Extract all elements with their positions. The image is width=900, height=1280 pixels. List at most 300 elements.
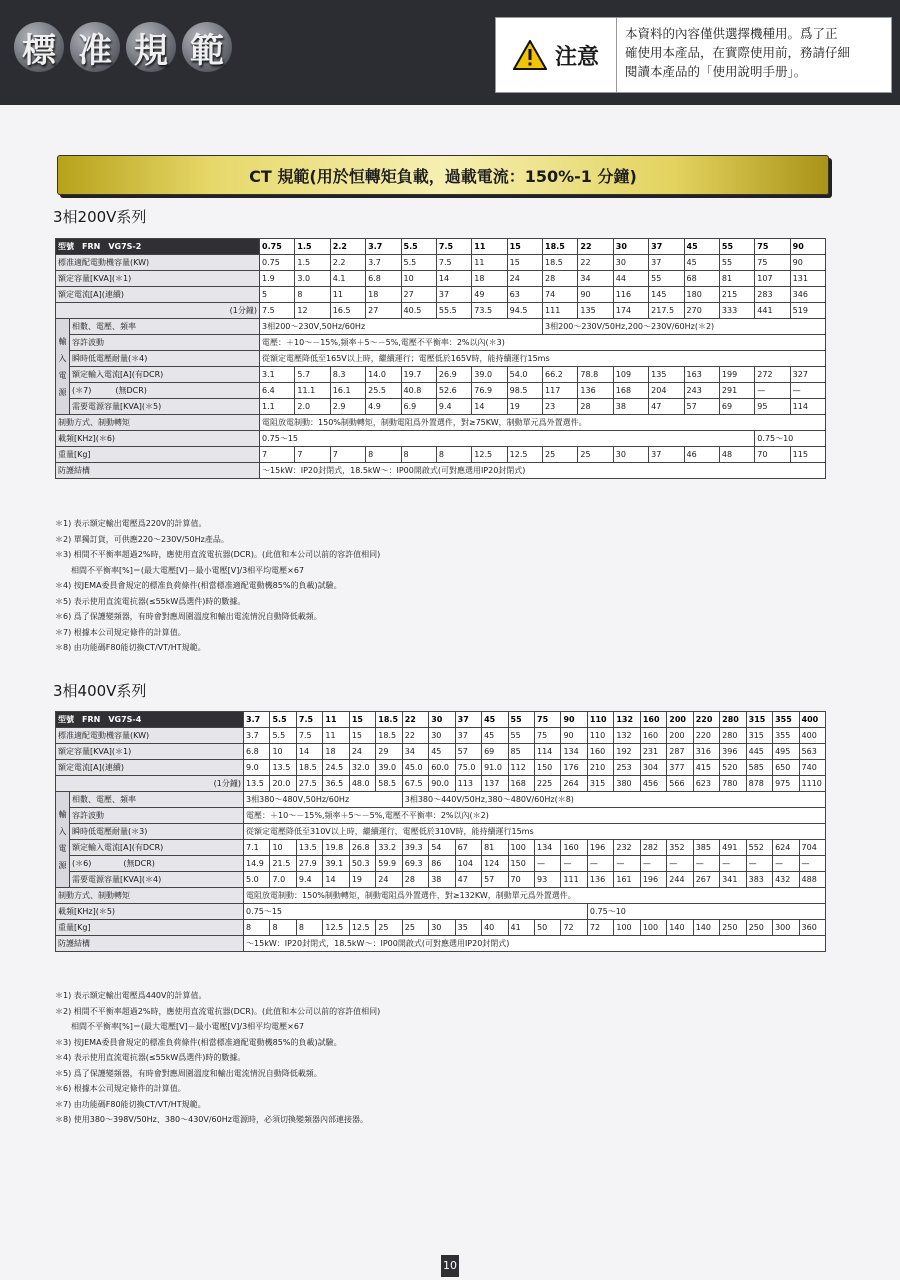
value-cell: 54 <box>429 840 455 856</box>
value-cell: 140 <box>693 920 719 936</box>
table-row <box>56 824 826 840</box>
value-cell: 132 <box>614 728 640 744</box>
footnote: ＊7) 根據本公司規定條件的計算值。 <box>55 627 186 637</box>
value-cell: 40 <box>482 920 508 936</box>
value-cell: 76.9 <box>472 383 507 399</box>
value-cell: 280 <box>720 728 746 744</box>
value-cell: 250 <box>720 920 746 936</box>
value-cell: 192 <box>614 744 640 760</box>
table-row <box>56 271 826 287</box>
value-cell: 14 <box>436 271 471 287</box>
table-row <box>56 351 826 367</box>
value-cell: 18 <box>366 287 401 303</box>
value-cell: 12 <box>295 303 330 319</box>
value-cell: 47 <box>649 399 684 415</box>
model-cell: 280 <box>720 712 746 728</box>
value-cell: 45.0 <box>402 760 428 776</box>
value-cell: 50 <box>535 920 561 936</box>
row-label: 制動方式、制動轉矩 <box>56 888 244 904</box>
model-cell: 315 <box>746 712 772 728</box>
value-cell: — <box>614 856 640 872</box>
value-cell: 145 <box>649 287 684 303</box>
value-cell: 176 <box>561 760 587 776</box>
value-cell: 94.5 <box>507 303 542 319</box>
value-cell: 3.1 <box>260 367 295 383</box>
text-cell: 從額定電壓降低至165V以上時，繼續運行；電壓低於165V時，能持續運行15ms <box>260 351 826 367</box>
text-cell: 從額定電壓降低至310V以上時，繼續運行，電壓低於310V時，能持續運行15ms <box>244 824 826 840</box>
model-cell: 90 <box>561 712 587 728</box>
value-cell: 75 <box>755 255 790 271</box>
value-cell: 15 <box>507 255 542 271</box>
value-cell: 18.5 <box>296 760 322 776</box>
text-cell: 3相200〜230V/50Hz,200〜230V/60Hz(＊2) <box>543 319 826 335</box>
model-cell: 200 <box>667 712 693 728</box>
value-cell: 1.1 <box>260 399 295 415</box>
value-cell: 7.0 <box>270 872 296 888</box>
value-cell: 91.0 <box>482 760 508 776</box>
footnote: ＊6) 爲了保護變頻器，有時會對應周圍溫度和輸出電流情況自動降低載頻。 <box>55 612 322 621</box>
value-cell: 18.5 <box>376 728 402 744</box>
value-cell: — <box>773 856 799 872</box>
table-row <box>56 383 826 399</box>
value-cell: 72 <box>587 920 613 936</box>
title-char: 規 <box>126 22 176 72</box>
value-cell: 25 <box>543 447 578 463</box>
row-label: 防護結構 <box>56 463 260 479</box>
value-cell: 18.5 <box>543 255 578 271</box>
value-cell: 90 <box>578 287 613 303</box>
row-label: 標准適配電動機容量(KW) <box>56 728 244 744</box>
model-cell: 132 <box>614 712 640 728</box>
text-cell: 3相380〜440V/50Hz,380〜480V/60Hz(＊8) <box>402 792 825 808</box>
value-cell: 1.9 <box>260 271 295 287</box>
value-cell: 104 <box>455 856 481 872</box>
value-cell: 81 <box>482 840 508 856</box>
table-row <box>56 792 826 808</box>
value-cell: 45 <box>684 255 719 271</box>
value-cell: 110 <box>587 728 613 744</box>
value-cell: 50.3 <box>349 856 375 872</box>
value-cell: 38 <box>613 399 648 415</box>
row-label: 額定輸入電流[A](有DCR) <box>70 367 260 383</box>
model-cell: 15 <box>507 239 542 255</box>
value-cell: 57 <box>455 744 481 760</box>
row-label: 額定電流[A](連續) <box>56 287 260 303</box>
value-cell: 315 <box>746 728 772 744</box>
value-cell: 174 <box>613 303 648 319</box>
value-cell: — <box>720 856 746 872</box>
table-row <box>56 287 826 303</box>
value-cell: 10 <box>401 271 436 287</box>
value-cell: 38 <box>429 872 455 888</box>
value-cell: 244 <box>667 872 693 888</box>
model-label: 型號 FRN VG7S-2 <box>56 239 260 255</box>
value-cell: 22 <box>402 728 428 744</box>
value-cell: 90 <box>790 255 825 271</box>
value-cell: 287 <box>667 744 693 760</box>
table-row <box>56 856 826 872</box>
value-cell: 780 <box>720 776 746 792</box>
value-cell: — <box>693 856 719 872</box>
value-cell: 37 <box>455 728 481 744</box>
text-cell: 電阻放電制動：150%制動轉矩，制動電阻爲外置選件，對≥75KW，制動單元爲外置選件。 <box>260 415 826 431</box>
value-cell: 4.1 <box>330 271 365 287</box>
value-cell: 243 <box>684 383 719 399</box>
value-cell: 67.5 <box>402 776 428 792</box>
section-banner: CT 規範(用於恒轉矩負載，過載電流：150%-1 分鐘) <box>57 155 829 195</box>
text-cell: 〜15kW：IP20封閉式，18.5kW〜：IP00開啟式(可對應選用IP20封閉式) <box>244 936 826 952</box>
model-cell: 55 <box>719 239 754 255</box>
value-cell: 491 <box>720 840 746 856</box>
value-cell: 20.0 <box>270 776 296 792</box>
header-title <box>14 22 232 72</box>
table-row <box>56 920 826 936</box>
title-char: 範 <box>182 22 232 72</box>
value-cell: 624 <box>773 840 799 856</box>
value-cell: 217.5 <box>649 303 684 319</box>
value-cell: 93 <box>535 872 561 888</box>
value-cell: 95 <box>755 399 790 415</box>
model-cell: 220 <box>693 712 719 728</box>
value-cell: 7.5 <box>296 728 322 744</box>
value-cell: 78.8 <box>578 367 613 383</box>
table-row <box>56 888 826 904</box>
value-cell: 27 <box>401 287 436 303</box>
value-cell: 75 <box>535 728 561 744</box>
value-cell: 283 <box>755 287 790 303</box>
value-cell: 196 <box>587 840 613 856</box>
value-cell: 37 <box>436 287 471 303</box>
value-cell: 220 <box>693 728 719 744</box>
title-char: 准 <box>70 22 120 72</box>
value-cell: 18 <box>472 271 507 287</box>
table-row <box>56 319 826 335</box>
value-cell: 111 <box>561 872 587 888</box>
row-label: (1分鐘) <box>56 303 260 319</box>
row-label: 載頻[KHz](＊6) <box>56 431 260 447</box>
value-cell: 300 <box>773 920 799 936</box>
value-cell: 28 <box>402 872 428 888</box>
row-label: 重量[Kg] <box>56 447 260 463</box>
value-cell: 40.5 <box>401 303 436 319</box>
row-label: 容許波動 <box>70 808 244 824</box>
value-cell: 11 <box>472 255 507 271</box>
value-cell: 396 <box>720 744 746 760</box>
model-cell: 37 <box>649 239 684 255</box>
text-cell: 電阻放電制動：150%制動轉矩，制動電阻爲外置選件，對≥132KW，制動單元爲外置選件。 <box>244 888 826 904</box>
row-label: (1分鐘) <box>56 776 244 792</box>
footnote: ＊6) 根據本公司規定條件的計算值。 <box>55 1084 186 1093</box>
value-cell: 52.6 <box>436 383 471 399</box>
value-cell: 623 <box>693 776 719 792</box>
value-cell: 566 <box>667 776 693 792</box>
value-cell: 25 <box>376 920 402 936</box>
value-cell: 360 <box>799 920 825 936</box>
footnote: ＊8) 使用380〜398V/50Hz、380〜430V/60Hz電源時，必須切換變頻器內部連接器。 <box>55 1115 368 1124</box>
caution-box <box>495 17 892 93</box>
value-cell: 3.0 <box>295 271 330 287</box>
value-cell: 8 <box>270 920 296 936</box>
value-cell: 215 <box>719 287 754 303</box>
table-row <box>56 255 826 271</box>
value-cell: 8 <box>244 920 270 936</box>
value-cell: 57 <box>684 399 719 415</box>
title-char: 標 <box>14 22 64 72</box>
row-label: 額定容量[KVA](＊1) <box>56 271 260 287</box>
value-cell: 204 <box>649 383 684 399</box>
value-cell: 160 <box>561 840 587 856</box>
value-cell: — <box>755 383 790 399</box>
value-cell: 585 <box>746 760 772 776</box>
value-cell: 8 <box>436 447 471 463</box>
value-cell: — <box>746 856 772 872</box>
page-header <box>0 0 900 105</box>
value-cell: 25 <box>578 447 613 463</box>
model-cell: 45 <box>684 239 719 255</box>
footnote: 相間不平衡率[%]＝(最大電壓[V]－最小電壓[V]/3相平均電壓×67 <box>55 565 305 575</box>
value-cell: 100 <box>508 840 534 856</box>
value-cell: 16.1 <box>330 383 365 399</box>
value-cell: 10 <box>270 744 296 760</box>
value-cell: 124 <box>482 856 508 872</box>
value-cell: 7.5 <box>260 303 295 319</box>
value-cell: 168 <box>508 776 534 792</box>
row-label: 額定容量[KVA](＊1) <box>56 744 244 760</box>
value-cell: 111 <box>543 303 578 319</box>
value-cell: — <box>667 856 693 872</box>
series-title-400v: 3相400V系列 <box>53 682 147 700</box>
value-cell: 9.4 <box>296 872 322 888</box>
model-cell: 7.5 <box>436 239 471 255</box>
value-cell: 488 <box>799 872 825 888</box>
value-cell: 270 <box>684 303 719 319</box>
value-cell: 12.5 <box>349 920 375 936</box>
value-cell: 7 <box>330 447 365 463</box>
model-cell: 18.5 <box>376 712 402 728</box>
value-cell: 160 <box>640 728 666 744</box>
series-title-200v: 3相200V系列 <box>53 208 147 226</box>
value-cell: 12.5 <box>323 920 349 936</box>
page-number: 10 <box>441 1255 459 1277</box>
value-cell: 552 <box>746 840 772 856</box>
value-cell: 3.7 <box>244 728 270 744</box>
table-row <box>56 904 826 920</box>
value-cell: 8 <box>296 920 322 936</box>
footnote: ＊1) 表示額定輸出電壓爲440V的計算值。 <box>55 991 207 1000</box>
value-cell: 45 <box>482 728 508 744</box>
value-cell: 57 <box>482 872 508 888</box>
caution-text: 本資料的內容僅供選擇機種用。爲了正 確使用本產品，在實際使用前，務請仔細 閱讀本產品的「使用說明手册」。 <box>625 26 851 79</box>
footnote: ＊4) 表示使用直流電抗器(≤55kW爲選件)時的數據。 <box>55 1053 246 1062</box>
model-label: 型號 FRN VG7S-4 <box>56 712 244 728</box>
value-cell: 39.0 <box>376 760 402 776</box>
table-row <box>56 463 826 479</box>
value-cell: 26.9 <box>436 367 471 383</box>
table-row <box>56 728 826 744</box>
value-cell: 67 <box>455 840 481 856</box>
value-cell: 140 <box>667 920 693 936</box>
model-cell: 45 <box>482 712 508 728</box>
table-row <box>56 872 826 888</box>
row-label: 相數、電壓、頻率 <box>70 792 244 808</box>
value-cell: 3.7 <box>366 255 401 271</box>
model-cell: 7.5 <box>296 712 322 728</box>
model-cell: 11 <box>323 712 349 728</box>
value-cell: 115 <box>790 447 825 463</box>
value-cell: 7 <box>295 447 330 463</box>
value-cell: 86 <box>429 856 455 872</box>
value-cell: 107 <box>755 271 790 287</box>
value-cell: 341 <box>720 872 746 888</box>
value-cell: 98.5 <box>507 383 542 399</box>
value-cell: 117 <box>543 383 578 399</box>
value-cell: 14.0 <box>366 367 401 383</box>
model-cell: 400 <box>799 712 825 728</box>
table-row <box>56 303 826 319</box>
value-cell: 11 <box>330 287 365 303</box>
value-cell: 168 <box>613 383 648 399</box>
value-cell: 49 <box>472 287 507 303</box>
value-cell: 346 <box>790 287 825 303</box>
model-cell: 5.5 <box>401 239 436 255</box>
value-cell: 48 <box>719 447 754 463</box>
value-cell: 24 <box>507 271 542 287</box>
value-cell: 11 <box>323 728 349 744</box>
text-cell: 3相200〜230V,50Hz/60Hz <box>260 319 543 335</box>
value-cell: 29 <box>376 744 402 760</box>
value-cell: 135 <box>649 367 684 383</box>
text-cell: 電壓：＋10〜－15%,頻率＋5〜－5%,電壓不平衡率：2%以內(＊2) <box>244 808 826 824</box>
value-cell: 114 <box>790 399 825 415</box>
value-cell: 131 <box>790 271 825 287</box>
value-cell: 25.5 <box>366 383 401 399</box>
value-cell: 30 <box>429 728 455 744</box>
row-label: 瞬時低電壓耐量(＊3) <box>70 824 244 840</box>
value-cell: 316 <box>693 744 719 760</box>
value-cell: 520 <box>720 760 746 776</box>
value-cell: 12.5 <box>472 447 507 463</box>
value-cell: 58.5 <box>376 776 402 792</box>
value-cell: 66.2 <box>543 367 578 383</box>
value-cell: 21.5 <box>270 856 296 872</box>
value-cell: 6.4 <box>260 383 295 399</box>
value-cell: 48.0 <box>349 776 375 792</box>
value-cell: 37 <box>649 447 684 463</box>
value-cell: 75.0 <box>455 760 481 776</box>
value-cell: 73.5 <box>472 303 507 319</box>
value-cell: 5.7 <box>295 367 330 383</box>
footnote: ＊5) 爲了保護變頻器，有時會對應周圍溫度和輸出電流情況自動降低載頻。 <box>55 1068 322 1078</box>
table-row <box>56 776 826 792</box>
value-cell: 114 <box>535 744 561 760</box>
row-label: 瞬時低電壓耐量(＊4) <box>70 351 260 367</box>
value-cell: 975 <box>773 776 799 792</box>
value-cell: 232 <box>614 840 640 856</box>
value-cell: 14 <box>472 399 507 415</box>
table-row <box>56 840 826 856</box>
value-cell: 13.5 <box>270 760 296 776</box>
value-cell: 90 <box>561 728 587 744</box>
model-cell: 5.5 <box>270 712 296 728</box>
value-cell: 46 <box>684 447 719 463</box>
table-header-row <box>56 239 826 255</box>
model-cell: 30 <box>613 239 648 255</box>
footnote: ＊4) 按JEMA委員會規定的標准負荷條件(相當標准適配電動機85%的負載)試驗。 <box>55 581 342 590</box>
value-cell: 333 <box>719 303 754 319</box>
value-cell: 59.9 <box>376 856 402 872</box>
value-cell: 8 <box>366 447 401 463</box>
value-cell: 6.8 <box>366 271 401 287</box>
value-cell: 18 <box>323 744 349 760</box>
model-cell: 0.75 <box>260 239 295 255</box>
value-cell: 161 <box>614 872 640 888</box>
value-cell: 7.5 <box>436 255 471 271</box>
value-cell: 70 <box>755 447 790 463</box>
value-cell: 380 <box>614 776 640 792</box>
row-label: 額定電流[A](連續) <box>56 760 244 776</box>
value-cell: 400 <box>799 728 825 744</box>
text-cell: 0.75〜10 <box>755 431 826 447</box>
value-cell: 134 <box>561 744 587 760</box>
value-cell: — <box>799 856 825 872</box>
notes-400v <box>55 988 380 1128</box>
value-cell: 225 <box>535 776 561 792</box>
group-label-input-power: 輸 入 電 源 <box>56 792 70 888</box>
value-cell: 14 <box>296 744 322 760</box>
group-label-input-power: 輸 入 電 源 <box>56 319 70 415</box>
value-cell: 40.8 <box>401 383 436 399</box>
value-cell: 6.8 <box>244 744 270 760</box>
value-cell: 44 <box>613 271 648 287</box>
text-cell: 0.75〜10 <box>587 904 825 920</box>
model-cell: 30 <box>429 712 455 728</box>
value-cell: 100 <box>614 920 640 936</box>
value-cell: 878 <box>746 776 772 792</box>
value-cell: 85 <box>508 744 534 760</box>
row-label: 相數、電壓、頻率 <box>70 319 260 335</box>
value-cell: — <box>790 383 825 399</box>
value-cell: 34 <box>402 744 428 760</box>
table-header-row <box>56 712 826 728</box>
value-cell: 54.0 <box>507 367 542 383</box>
row-label: 載頻[KHz](＊5) <box>56 904 244 920</box>
text-cell: 0.75〜15 <box>260 431 755 447</box>
table-row <box>56 760 826 776</box>
value-cell: 740 <box>799 760 825 776</box>
value-cell: 34 <box>578 271 613 287</box>
value-cell: 10 <box>270 840 296 856</box>
table-row <box>56 399 826 415</box>
value-cell: 8 <box>295 287 330 303</box>
value-cell: 291 <box>719 383 754 399</box>
value-cell: 2.0 <box>295 399 330 415</box>
value-cell: 315 <box>587 776 613 792</box>
value-cell: 9.0 <box>244 760 270 776</box>
value-cell: 180 <box>684 287 719 303</box>
table-row <box>56 367 826 383</box>
value-cell: 24 <box>349 744 375 760</box>
value-cell: 23 <box>543 399 578 415</box>
spec-table-200v <box>55 238 826 479</box>
value-cell: 196 <box>640 872 666 888</box>
value-cell: 28 <box>578 399 613 415</box>
value-cell: 68 <box>684 271 719 287</box>
model-cell: 11 <box>472 239 507 255</box>
value-cell: 7.1 <box>244 840 270 856</box>
model-cell: 75 <box>755 239 790 255</box>
value-cell: — <box>640 856 666 872</box>
value-cell: 45 <box>429 744 455 760</box>
